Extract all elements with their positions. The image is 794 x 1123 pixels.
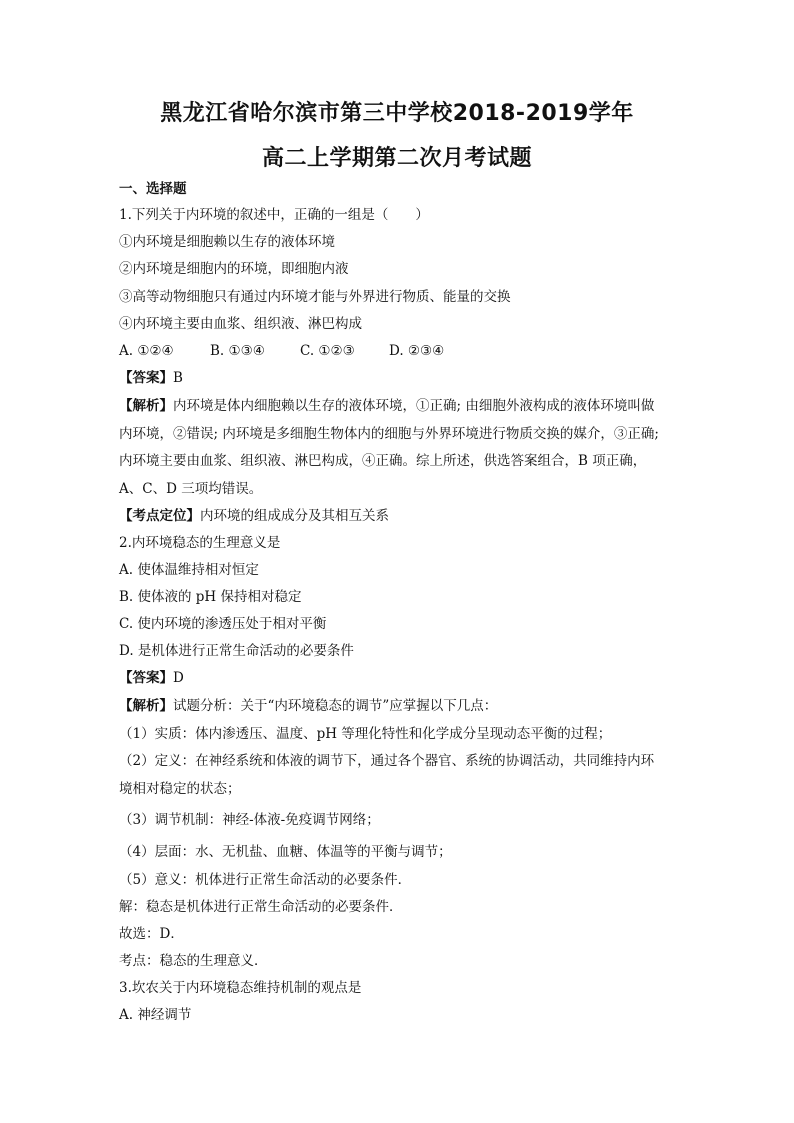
q2-point-3: （3）调节机制：神经-体液-免疫调节网络；	[119, 812, 380, 828]
q1-analysis-line-2: 内环境，②错误; 内环境是多细胞生物体内的细胞与外界环境进行物质交换的媒介，③正确;	[119, 426, 659, 442]
q2-stem: 2.内环境稳态的生理意义是	[119, 535, 281, 551]
kaodian-label: 【考点定位】	[119, 508, 200, 524]
q2-point-4: （4）层面：水、无机盐、血糖、体温等的平衡与调节；	[119, 844, 452, 860]
q1-item-4: ④内环境主要由血浆、组织液、淋巴构成	[119, 316, 362, 332]
document-title-line1: 黑龙江省哈尔滨市第三中学校2018-2019学年	[160, 101, 634, 126]
document-title-line2: 高二上学期第二次月考试题	[261, 146, 532, 171]
q3-stem: 3.坎农关于内环境稳态维持机制的观点是	[119, 980, 362, 996]
q1-item-1: ①内环境是细胞赖以生存的液体环境	[119, 234, 335, 250]
q1-answer	[119, 369, 679, 387]
q2-analysis-line-1	[119, 697, 679, 715]
answer-label: 【答案】	[119, 670, 173, 686]
q1-stem: 1.下列关于内环境的叙述中，正确的一组是（ ）	[119, 207, 429, 223]
q1-option-c: C. ①②③	[300, 343, 355, 359]
q2-option-d: D. 是机体进行正常生命活动的必要条件	[119, 643, 354, 659]
q1-item-3: ③高等动物细胞只有通过内环境才能与外界进行物质、能量的交换	[119, 289, 511, 305]
q2-option-b: B. 使体液的 pH 保持相对稳定	[119, 589, 302, 605]
q1-option-a: A. ①②④	[119, 343, 174, 359]
q2-kaodian: 考点：稳态的生理意义．	[119, 953, 268, 969]
q2-answer-value: D	[173, 670, 184, 686]
answer-label: 【答案】	[119, 370, 173, 386]
q2-choice: 故选：D．	[119, 926, 184, 942]
q1-analysis-line-3: 内环境主要由血浆、组织液、淋巴构成，④正确。综上所述，供选答案组合，B 项正确，	[119, 453, 647, 469]
q1-analysis-text-1: 内环境是体内细胞赖以生存的液体环境，①正确; 由细胞外液构成的液体环境叫做	[173, 398, 655, 414]
q2-point-2: （2）定义：在神经系统和体液的调节下，通过各个器官、系统的协调活动，共同维持内环	[119, 753, 655, 769]
q1-item-2: ②内环境是细胞内的环境，即细胞内液	[119, 261, 349, 277]
q2-point-2-cont: 境相对稳定的状态；	[119, 781, 241, 797]
q1-analysis-line-1	[119, 397, 679, 415]
analysis-label: 【解析】	[119, 698, 173, 714]
q2-option-c: C. 使内环境的渗透压处于相对平衡	[119, 616, 327, 632]
q1-kaodian-text: 内环境的组成成分及其相互关系	[200, 508, 389, 524]
q3-option-a: A. 神经调节	[119, 1007, 192, 1023]
section-heading: 一、选择题	[119, 181, 187, 197]
q2-point-5: （5）意义：机体进行正常生命活动的必要条件．	[119, 872, 412, 888]
q1-kaodian	[119, 507, 679, 525]
q2-analysis-text-1: 试题分析：关于“内环境稳态的调节”应掌握以下几点：	[173, 698, 498, 714]
q1-answer-value: B	[173, 370, 183, 386]
q2-point-1: （1）实质：体内渗透压、温度、pH 等理化特性和化学成分呈现动态平衡的过程；	[119, 726, 612, 742]
q1-option-d: D. ②③④	[389, 343, 445, 359]
q2-answer	[119, 669, 679, 687]
q1-option-b: B. ①③④	[210, 343, 265, 359]
q1-options	[119, 342, 679, 360]
q2-solution: 解：稳态是机体进行正常生命活动的必要条件．	[119, 899, 403, 915]
q2-option-a: A. 使体温维持相对恒定	[119, 562, 259, 578]
q1-analysis-line-4: A、C、D 三项均错误。	[119, 481, 263, 497]
analysis-label: 【解析】	[119, 398, 173, 414]
